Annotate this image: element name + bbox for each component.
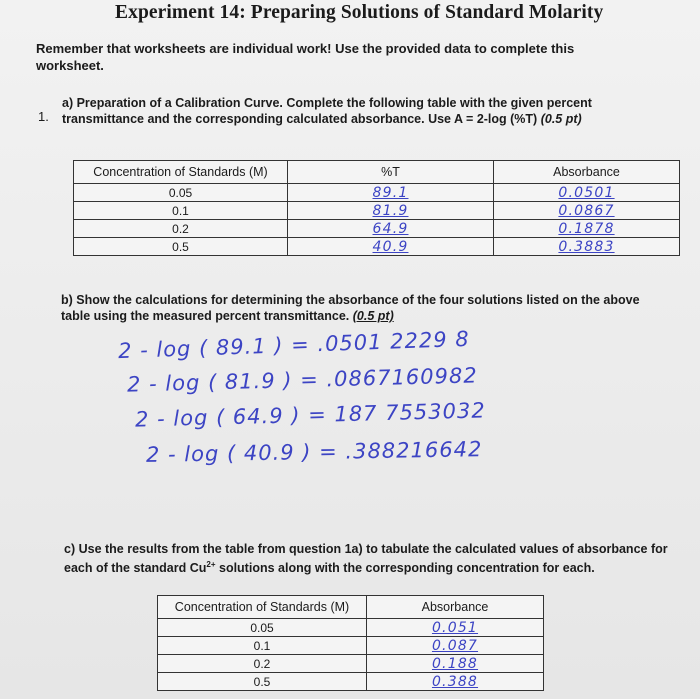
table-header-row — [74, 161, 680, 184]
question-1c-text-end: solutions along with the corresponding concentration for each. — [215, 561, 595, 576]
concentration-cell: 0.2 — [74, 220, 288, 238]
question-1b-points: (0.5 pt) — [352, 309, 394, 323]
concentration-cell: 0.5 — [158, 673, 367, 691]
header-absorbance: Absorbance — [494, 161, 680, 184]
calculation-line: 2 - log ( 64.9 ) = 187 7553032 — [134, 398, 486, 432]
absorbance-cell: 0.0501 — [494, 184, 680, 202]
absorbance-table — [157, 595, 544, 691]
table-row — [74, 202, 680, 220]
calculation-line: 2 - log ( 89.1 ) = .0501 2229 8 — [117, 326, 471, 364]
question-number: 1. — [38, 109, 49, 124]
table-row — [158, 655, 544, 673]
concentration-cell: 0.05 — [158, 619, 367, 637]
calculation-line: 2 - log ( 81.9 ) = .0867160982 — [126, 363, 478, 397]
absorbance-cell: 0.1878 — [494, 220, 680, 238]
concentration-cell: 0.1 — [74, 202, 288, 220]
question-1b-text: b) Show the calculations for determining the absorbance of the four solutions listed on the above table using the measured percent transmittance. — [61, 293, 640, 323]
question-1c-text: c) Use the results from the table from question 1a) to tabulate the calculated values of absorbance for each of the standard Cu — [64, 542, 668, 576]
concentration-cell: 0.05 — [74, 184, 288, 202]
charge-superscript: 2+ — [206, 560, 216, 569]
percent-t-cell: 64.9 — [288, 220, 494, 238]
calibration-table — [73, 160, 680, 256]
question-1c — [64, 541, 684, 576]
page-title: Experiment 14: Preparing Solutions of Standard Molarity — [115, 2, 604, 23]
header-absorbance: Absorbance — [367, 596, 544, 619]
table-row — [158, 637, 544, 655]
absorbance-cell: 0.3883 — [494, 238, 680, 256]
reminder-text: Remember that worksheets are individual work! Use the provided data to complete this worksheet. — [36, 41, 575, 73]
question-1b — [61, 292, 661, 324]
header-concentration: Concentration of Standards (M) — [74, 161, 288, 184]
table-row — [74, 220, 680, 238]
header-percent-t: %T — [288, 161, 494, 184]
concentration-cell: 0.2 — [158, 655, 367, 673]
table-row — [74, 184, 680, 202]
percent-t-cell: 81.9 — [288, 202, 494, 220]
calculation-line: 2 - log ( 40.9 ) = .388216642 — [145, 437, 483, 467]
absorbance-cell: 0.388 — [367, 673, 544, 691]
percent-t-cell: 40.9 — [288, 238, 494, 256]
table-row — [74, 238, 680, 256]
absorbance-cell: 0.188 — [367, 655, 544, 673]
absorbance-cell: 0.0867 — [494, 202, 680, 220]
question-1a-points: (0.5 pt) — [540, 112, 582, 126]
concentration-cell: 0.5 — [74, 238, 288, 256]
question-1a — [62, 95, 637, 127]
concentration-cell: 0.1 — [158, 637, 367, 655]
table-header-row — [158, 596, 544, 619]
header-concentration: Concentration of Standards (M) — [158, 596, 367, 619]
question-1a-text: a) Preparation of a Calibration Curve. Complete the following table with the given percent transmittance and the corresponding calculated absorbance. Use A = 2-log (%T) — [62, 96, 592, 126]
table-row — [158, 619, 544, 637]
percent-t-cell: 89.1 — [288, 184, 494, 202]
table-row — [158, 673, 544, 691]
absorbance-cell: 0.087 — [367, 637, 544, 655]
absorbance-cell: 0.051 — [367, 619, 544, 637]
